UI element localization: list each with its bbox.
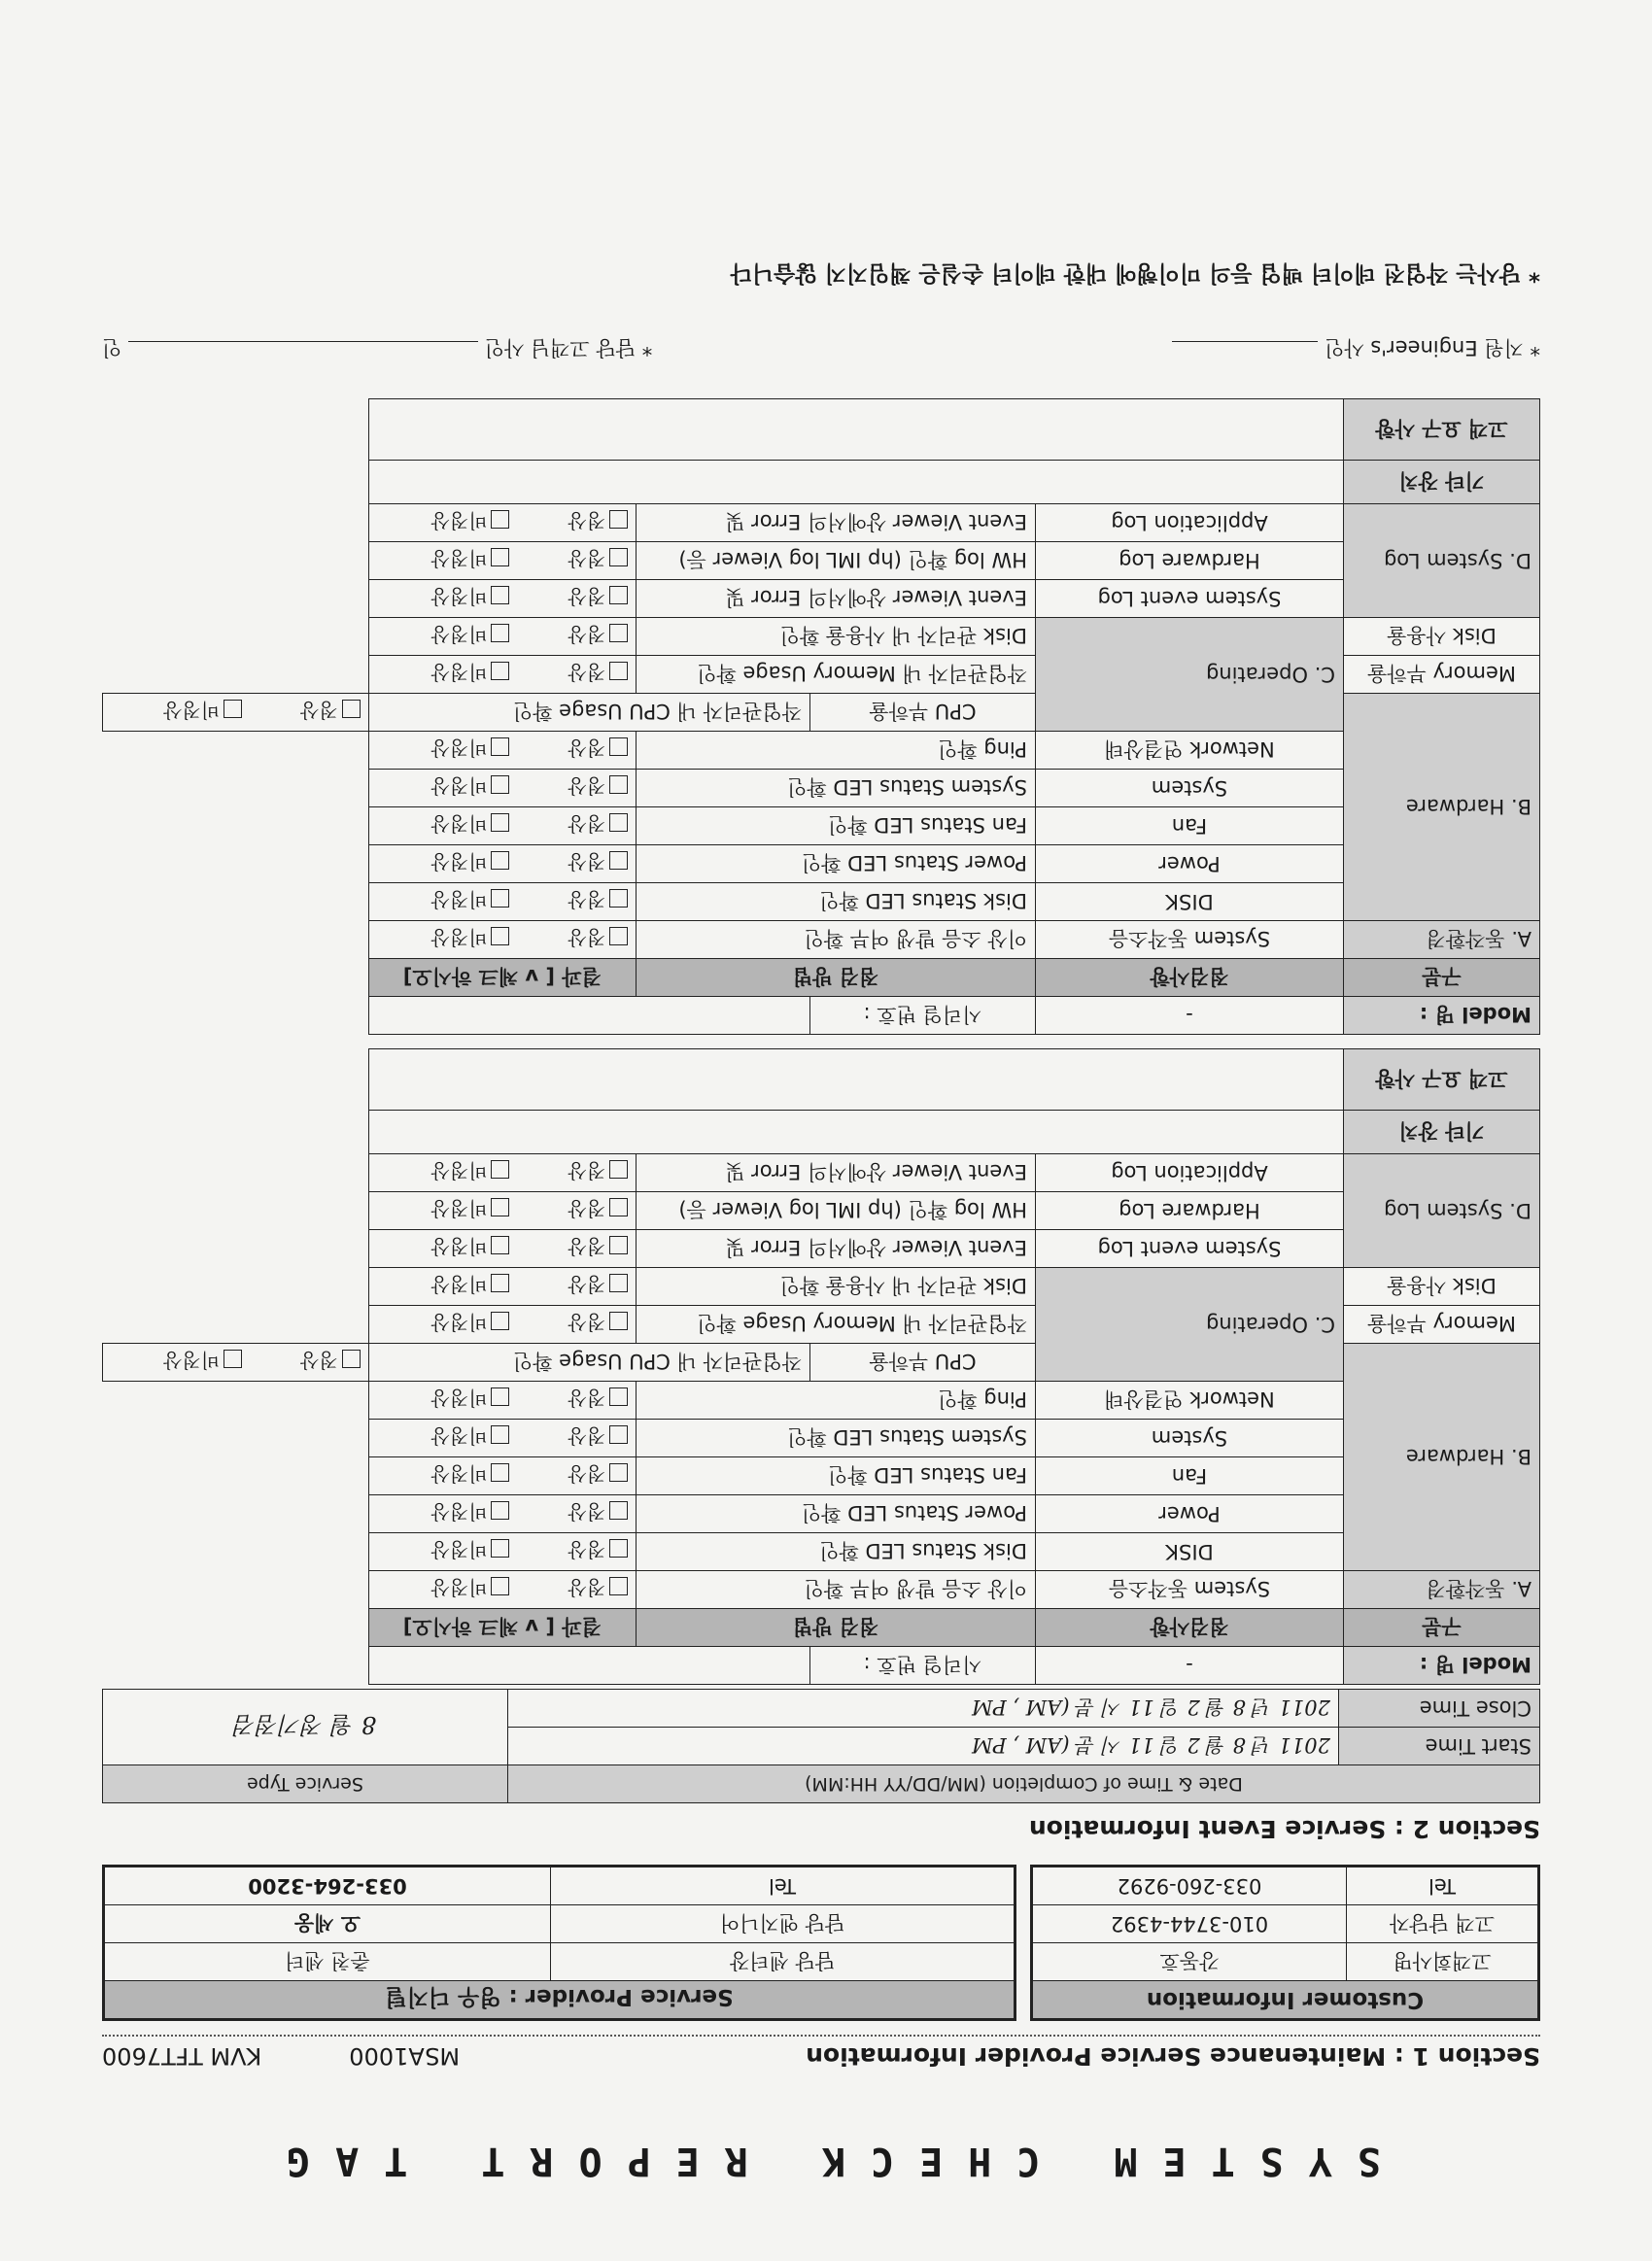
- abnormal-checkbox[interactable]: [491, 1502, 509, 1521]
- t2-category-0: A. 동작환경: [1344, 921, 1540, 959]
- provider-label-1: 담당 엔지니어: [551, 1905, 1015, 1943]
- provider-label-0: 담당 센터장: [551, 1943, 1015, 1981]
- abnormal-checkbox[interactable]: [491, 625, 509, 643]
- t1-check-row: [103, 1192, 1540, 1230]
- customer-label-2: Tel: [1347, 1867, 1539, 1905]
- t2-check-row: [103, 732, 1540, 770]
- normal-label: 정상: [568, 1462, 606, 1487]
- t1-item-4: System: [1036, 1420, 1344, 1457]
- provider-value-2: 033-264-3200: [104, 1867, 551, 1905]
- abnormal-checkbox[interactable]: [491, 776, 509, 795]
- normal-checkbox[interactable]: [609, 814, 628, 833]
- abnormal-checkbox[interactable]: [491, 738, 509, 757]
- normal-label: 정상: [568, 509, 606, 533]
- section1-heading-row: [102, 2042, 1540, 2071]
- abnormal-checkbox[interactable]: [491, 1540, 509, 1559]
- close-time-label: Close Time: [1339, 1690, 1540, 1728]
- normal-checkbox[interactable]: [609, 549, 628, 567]
- abnormal-checkbox[interactable]: [491, 1275, 509, 1293]
- customer-label-0: 고객회사명: [1347, 1943, 1539, 1981]
- customer-signature-label: * 담당 고객님 사인: [484, 336, 653, 360]
- start-time-label: Start Time: [1339, 1728, 1540, 1765]
- t1-check-row: [103, 1154, 1540, 1192]
- abnormal-checkbox[interactable]: [224, 701, 242, 719]
- normal-checkbox[interactable]: [609, 738, 628, 757]
- t1-request-value[interactable]: [368, 1049, 1343, 1111]
- section2-heading: Section 2 : Service Event Information: [1028, 1815, 1540, 1843]
- normal-label: 정상: [299, 1349, 338, 1373]
- normal-checkbox[interactable]: [609, 1388, 628, 1407]
- normal-label: 정상: [568, 1500, 606, 1524]
- abnormal-label: 비정상: [430, 1197, 488, 1221]
- t1-item-7: Memory 부하율: [1344, 1306, 1540, 1344]
- report-title: SYSTEM CHECK REPORT TAG: [261, 2139, 1381, 2183]
- t1-check-row: [103, 1382, 1540, 1420]
- abnormal-label: 비정상: [430, 1235, 488, 1259]
- abnormal-label: 비정상: [430, 547, 488, 571]
- normal-checkbox[interactable]: [609, 1275, 628, 1293]
- abnormal-checkbox[interactable]: [491, 1161, 509, 1180]
- t1-col-result: 결과 [ v 체크 하시오]: [368, 1609, 637, 1647]
- customer-value-1: 010-3744-4392: [1032, 1905, 1347, 1943]
- t1-result-5: [368, 1382, 637, 1420]
- t1-item-9: System event Log: [1036, 1230, 1344, 1268]
- abnormal-label: 비정상: [430, 1387, 488, 1411]
- provider-label-2: Tel: [551, 1867, 1015, 1905]
- provider-value-1: 오 세웅: [104, 1905, 551, 1943]
- abnormal-checkbox[interactable]: [491, 587, 509, 605]
- event-table: [102, 1689, 1540, 1803]
- model-kvm: KVM TFT7600: [102, 2042, 262, 2070]
- abnormal-checkbox[interactable]: [491, 814, 509, 833]
- t2-result-10: [368, 542, 637, 580]
- customer-signature-line[interactable]: [128, 341, 478, 367]
- t2-result-8: [368, 618, 637, 656]
- t2-method-3: Fan Status LED 확인: [637, 807, 1036, 845]
- provider-header: Service Provider : 영우 디지털: [104, 1981, 1015, 2020]
- t1-request-label: 고객 요구 사항: [1344, 1049, 1540, 1111]
- normal-checkbox[interactable]: [609, 1464, 628, 1483]
- normal-checkbox[interactable]: [609, 1237, 628, 1255]
- normal-label: 정상: [568, 1235, 606, 1259]
- t2-col-category: 구분: [1344, 959, 1540, 997]
- t2-method-0: 이상 소음 발생 여부 확인: [637, 921, 1036, 959]
- normal-checkbox[interactable]: [609, 663, 628, 681]
- abnormal-label: 비정상: [430, 1273, 488, 1297]
- t1-item-5: Network 연결상태: [1036, 1382, 1344, 1420]
- abnormal-checkbox[interactable]: [491, 928, 509, 946]
- t2-result-2: [368, 845, 637, 883]
- t1-method-1: Disk Status LED 확인: [637, 1533, 1036, 1571]
- t2-category-6: C. Operating: [1036, 618, 1344, 732]
- provider-table: [102, 1865, 1016, 2021]
- signature-block: [102, 231, 1540, 377]
- abnormal-label: 비정상: [430, 926, 488, 950]
- abnormal-label: 비정상: [430, 623, 488, 647]
- t1-category-6: C. Operating: [1036, 1268, 1344, 1382]
- t1-check-row: [103, 1495, 1540, 1533]
- abnormal-label: 비정상: [430, 1311, 488, 1335]
- customer-header: Customer Information: [1032, 1981, 1539, 2020]
- backup-notice: * 당사는 작업전 데이터 백업 등의 미이행에 대한 데이터 손실은 책임지지 않습니다: [730, 260, 1540, 286]
- normal-label: 정상: [568, 585, 606, 609]
- abnormal-checkbox[interactable]: [491, 511, 509, 530]
- abnormal-checkbox[interactable]: [491, 1464, 509, 1483]
- t1-extra-value[interactable]: [368, 1111, 1343, 1154]
- abnormal-checkbox[interactable]: [491, 1426, 509, 1445]
- t1-check-row: [103, 1571, 1540, 1609]
- checklist-table-1: [102, 1048, 1540, 1685]
- normal-checkbox[interactable]: [609, 587, 628, 605]
- t1-item-3: Fan: [1036, 1457, 1344, 1495]
- abnormal-checkbox[interactable]: [491, 549, 509, 567]
- t2-category-1: B. Hardware: [1344, 694, 1540, 921]
- t1-method-4: System Status LED 확인: [637, 1420, 1036, 1457]
- t1-model-label: Model 명 :: [1344, 1647, 1540, 1685]
- customer-signature-suffix: 인: [102, 336, 122, 360]
- abnormal-label: 비정상: [430, 1538, 488, 1562]
- t1-result-10: [368, 1192, 637, 1230]
- t1-result-6: [103, 1344, 369, 1382]
- t1-check-row: [103, 1457, 1540, 1495]
- normal-checkbox[interactable]: [609, 625, 628, 643]
- t2-category-9: D. System Log: [1344, 504, 1540, 618]
- normal-label: 정상: [568, 1576, 606, 1600]
- engineer-signature-line[interactable]: [1172, 341, 1318, 367]
- t2-method-4: System Status LED 확인: [637, 770, 1036, 807]
- t1-result-3: [368, 1457, 637, 1495]
- t2-check-row: [103, 542, 1540, 580]
- abnormal-label: 비정상: [430, 774, 488, 799]
- t2-model-value[interactable]: -: [1036, 997, 1344, 1035]
- t1-col-category: 구분: [1344, 1609, 1540, 1647]
- t2-result-9: [368, 580, 637, 618]
- t1-method-7: 작업관리자 내 Memory Usage 확인: [637, 1306, 1036, 1344]
- t2-serial-label: 시리얼 번호 :: [810, 997, 1036, 1035]
- customer-signature: [102, 334, 652, 367]
- t1-extra-label: 기타 장치: [1344, 1111, 1540, 1154]
- normal-checkbox[interactable]: [609, 1313, 628, 1331]
- section1-rule: [102, 2035, 1540, 2037]
- t1-result-1: [368, 1533, 637, 1571]
- normal-checkbox[interactable]: [342, 701, 361, 719]
- engineer-signature: [1172, 334, 1540, 367]
- t2-item-9: System event Log: [1036, 580, 1344, 618]
- t1-method-11: Event Viewer 상에서의 Error 및: [637, 1154, 1036, 1192]
- t1-result-4: [368, 1420, 637, 1457]
- normal-checkbox[interactable]: [609, 1502, 628, 1521]
- section1-heading: Section 1 : Maintenance Service Provider Information: [806, 2042, 1540, 2071]
- t2-method-9: Event Viewer 상에서의 Error 및: [637, 580, 1036, 618]
- checklist-table-2: [102, 398, 1540, 1035]
- report-sheet: [102, 231, 1540, 2183]
- abnormal-checkbox[interactable]: [491, 1313, 509, 1331]
- t1-serial-label: 시리얼 번호 :: [810, 1647, 1036, 1685]
- normal-label: 정상: [568, 623, 606, 647]
- t2-col-result: 결과 [ v 체크 하시오]: [368, 959, 637, 997]
- abnormal-checkbox[interactable]: [491, 852, 509, 871]
- normal-checkbox[interactable]: [609, 1578, 628, 1596]
- t2-item-0: System 동작소음: [1036, 921, 1344, 959]
- abnormal-checkbox[interactable]: [491, 1388, 509, 1407]
- t2-method-11: Event Viewer 상에서의 Error 및: [637, 504, 1036, 542]
- normal-label: 정상: [568, 661, 606, 685]
- t1-item-11: Application Log: [1036, 1154, 1344, 1192]
- t1-method-6: 작업관리자 내 CPU Usage 확인: [368, 1344, 809, 1382]
- t2-check-row: [103, 504, 1540, 542]
- t1-result-11: [368, 1154, 637, 1192]
- t1-item-0: System 동작소음: [1036, 1571, 1344, 1609]
- t1-item-8: Disk 사용율: [1344, 1268, 1540, 1306]
- abnormal-checkbox[interactable]: [491, 890, 509, 908]
- normal-checkbox[interactable]: [609, 776, 628, 795]
- t2-model-label: Model 명 :: [1344, 997, 1540, 1035]
- abnormal-label: 비정상: [430, 1159, 488, 1183]
- service-type-header: Service Type: [103, 1765, 508, 1803]
- t1-model-value[interactable]: -: [1036, 1647, 1344, 1685]
- abnormal-checkbox[interactable]: [491, 663, 509, 681]
- t2-request-label: 고객 요구 사항: [1344, 399, 1540, 461]
- t1-method-3: Fan Status LED 확인: [637, 1457, 1036, 1495]
- customer-table: [1030, 1865, 1540, 2021]
- t2-check-row: [103, 883, 1540, 921]
- t2-check-row: [103, 580, 1540, 618]
- t1-result-9: [368, 1230, 637, 1268]
- t2-result-7: [368, 656, 637, 694]
- t2-result-4: [368, 770, 637, 807]
- provider-value-0: 춘천 센터: [104, 1943, 551, 1981]
- abnormal-label: 비정상: [430, 850, 488, 874]
- abnormal-label: 비정상: [430, 509, 488, 533]
- normal-label: 정상: [568, 1311, 606, 1335]
- normal-label: 정상: [568, 737, 606, 761]
- abnormal-label: 비정상: [430, 737, 488, 761]
- t1-item-10: Hardware Log: [1036, 1192, 1344, 1230]
- t2-check-row: [103, 694, 1540, 732]
- t1-method-9: Event Viewer 상에서의 Error 및: [637, 1230, 1036, 1268]
- abnormal-label: 비정상: [430, 585, 488, 609]
- t2-method-8: Disk 관리자 내 사용율 확인: [637, 618, 1036, 656]
- engineer-signature-label: * 지원 Engineer's 사인: [1325, 336, 1540, 360]
- normal-label: 정상: [568, 774, 606, 799]
- t2-col-item: 점검사항: [1036, 959, 1344, 997]
- t1-check-row: [103, 1344, 1540, 1382]
- t1-method-2: Power Status LED 확인: [637, 1495, 1036, 1533]
- normal-label: 정상: [568, 1197, 606, 1221]
- t2-method-7: 작업관리자 내 Memory Usage 확인: [637, 656, 1036, 694]
- t2-result-5: [368, 732, 637, 770]
- abnormal-checkbox[interactable]: [224, 1351, 242, 1369]
- t1-serial-value[interactable]: [368, 1647, 809, 1685]
- t2-item-6: CPU 부하율: [810, 694, 1036, 732]
- datetime-header: Date & Time of Completion (MM/DD/YY HH:MM): [508, 1765, 1540, 1803]
- t1-col-method: 점검 방법: [637, 1609, 1036, 1647]
- normal-checkbox[interactable]: [609, 852, 628, 871]
- t1-result-2: [368, 1495, 637, 1533]
- t2-item-10: Hardware Log: [1036, 542, 1344, 580]
- abnormal-label: 비정상: [163, 699, 220, 723]
- t2-result-11: [368, 504, 637, 542]
- t2-result-3: [368, 807, 637, 845]
- t2-result-6: [103, 694, 369, 732]
- abnormal-checkbox[interactable]: [491, 1199, 509, 1217]
- customer-label-1: 고객 담당자: [1347, 1905, 1539, 1943]
- t1-col-item: 점검사항: [1036, 1609, 1344, 1647]
- t1-method-0: 이상 소음 발생 여부 확인: [637, 1571, 1036, 1609]
- abnormal-label: 비정상: [430, 661, 488, 685]
- normal-checkbox[interactable]: [609, 1540, 628, 1559]
- t2-result-1: [368, 883, 637, 921]
- normal-checkbox[interactable]: [342, 1351, 361, 1369]
- normal-label: 정상: [568, 1538, 606, 1562]
- t1-result-7: [368, 1306, 637, 1344]
- abnormal-checkbox[interactable]: [491, 1237, 509, 1255]
- normal-label: 정상: [568, 547, 606, 571]
- info-tables: [102, 1865, 1540, 2021]
- t1-result-0: [368, 1571, 637, 1609]
- normal-checkbox[interactable]: [609, 928, 628, 946]
- t2-item-5: Network 연결상태: [1036, 732, 1344, 770]
- t2-extra-label: 기타 장치: [1344, 461, 1540, 504]
- t2-request-value[interactable]: [368, 399, 1343, 461]
- t2-check-row: [103, 770, 1540, 807]
- customer-value-2: 033-260-9292: [1032, 1867, 1347, 1905]
- t2-check-row: [103, 807, 1540, 845]
- customer-value-0: 강동호: [1032, 1943, 1347, 1981]
- normal-label: 정상: [568, 1387, 606, 1411]
- normal-label: 정상: [568, 850, 606, 874]
- service-type-value[interactable]: 8 월 정기점검: [103, 1690, 508, 1765]
- abnormal-checkbox[interactable]: [491, 1578, 509, 1596]
- normal-checkbox[interactable]: [609, 1161, 628, 1180]
- t2-method-6: 작업관리자 내 CPU Usage 확인: [368, 694, 809, 732]
- normal-label: 정상: [568, 812, 606, 837]
- normal-label: 정상: [299, 699, 338, 723]
- abnormal-label: 비정상: [430, 1500, 488, 1524]
- abnormal-label: 비정상: [430, 1424, 488, 1449]
- t1-item-2: Power: [1036, 1495, 1344, 1533]
- abnormal-label: 비정상: [430, 812, 488, 837]
- t2-item-2: Power: [1036, 845, 1344, 883]
- t2-method-5: Ping 확인: [637, 732, 1036, 770]
- t2-check-row: [103, 921, 1540, 959]
- t2-serial-value[interactable]: [368, 997, 809, 1035]
- abnormal-label: 비정상: [430, 1462, 488, 1487]
- t1-method-8: Disk 관리자 내 사용율 확인: [637, 1268, 1036, 1306]
- normal-label: 정상: [568, 1424, 606, 1449]
- t1-method-5: Ping 확인: [637, 1382, 1036, 1420]
- normal-label: 정상: [568, 888, 606, 912]
- model-list: [102, 2042, 460, 2070]
- t2-item-4: System: [1036, 770, 1344, 807]
- t2-item-8: Disk 사용율: [1344, 618, 1540, 656]
- start-time-value[interactable]: 2011 년 8 월 2 일 11 시 분 (AM , PM: [508, 1728, 1339, 1765]
- close-time-value[interactable]: 2011 년 8 월 2 일 11 시 분 (AM , PM: [508, 1690, 1339, 1728]
- normal-checkbox[interactable]: [609, 1426, 628, 1445]
- t1-check-row: [103, 1533, 1540, 1571]
- normal-checkbox[interactable]: [609, 511, 628, 530]
- abnormal-label: 비정상: [430, 1576, 488, 1600]
- model-msa: MSA1000: [349, 2042, 461, 2070]
- t1-item-1: DISK: [1036, 1533, 1344, 1571]
- t2-method-1: Disk Status LED 확인: [637, 883, 1036, 921]
- abnormal-label: 비정상: [163, 1349, 220, 1373]
- normal-checkbox[interactable]: [609, 890, 628, 908]
- t2-check-row: [103, 845, 1540, 883]
- t2-item-7: Memory 부하율: [1344, 656, 1540, 694]
- t1-category-0: A. 동작환경: [1344, 1571, 1540, 1609]
- t1-check-row: [103, 1420, 1540, 1457]
- t2-item-3: Fan: [1036, 807, 1344, 845]
- t2-item-11: Application Log: [1036, 504, 1344, 542]
- normal-label: 정상: [568, 1159, 606, 1183]
- t1-category-1: B. Hardware: [1344, 1344, 1540, 1571]
- t2-col-method: 점검 방법: [637, 959, 1036, 997]
- normal-label: 정상: [568, 1273, 606, 1297]
- normal-label: 정상: [568, 926, 606, 950]
- t1-category-9: D. System Log: [1344, 1154, 1540, 1268]
- t2-method-10: HW log 확인 (hp IML log Viewer 등): [637, 542, 1036, 580]
- t1-method-10: HW log 확인 (hp IML log Viewer 등): [637, 1192, 1036, 1230]
- t1-item-6: CPU 부하율: [810, 1344, 1036, 1382]
- t1-result-8: [368, 1268, 637, 1306]
- t2-item-1: DISK: [1036, 883, 1344, 921]
- t2-extra-value[interactable]: [368, 461, 1343, 504]
- t1-check-row: [103, 1230, 1540, 1268]
- abnormal-label: 비정상: [430, 888, 488, 912]
- t2-method-2: Power Status LED 확인: [637, 845, 1036, 883]
- t2-result-0: [368, 921, 637, 959]
- normal-checkbox[interactable]: [609, 1199, 628, 1217]
